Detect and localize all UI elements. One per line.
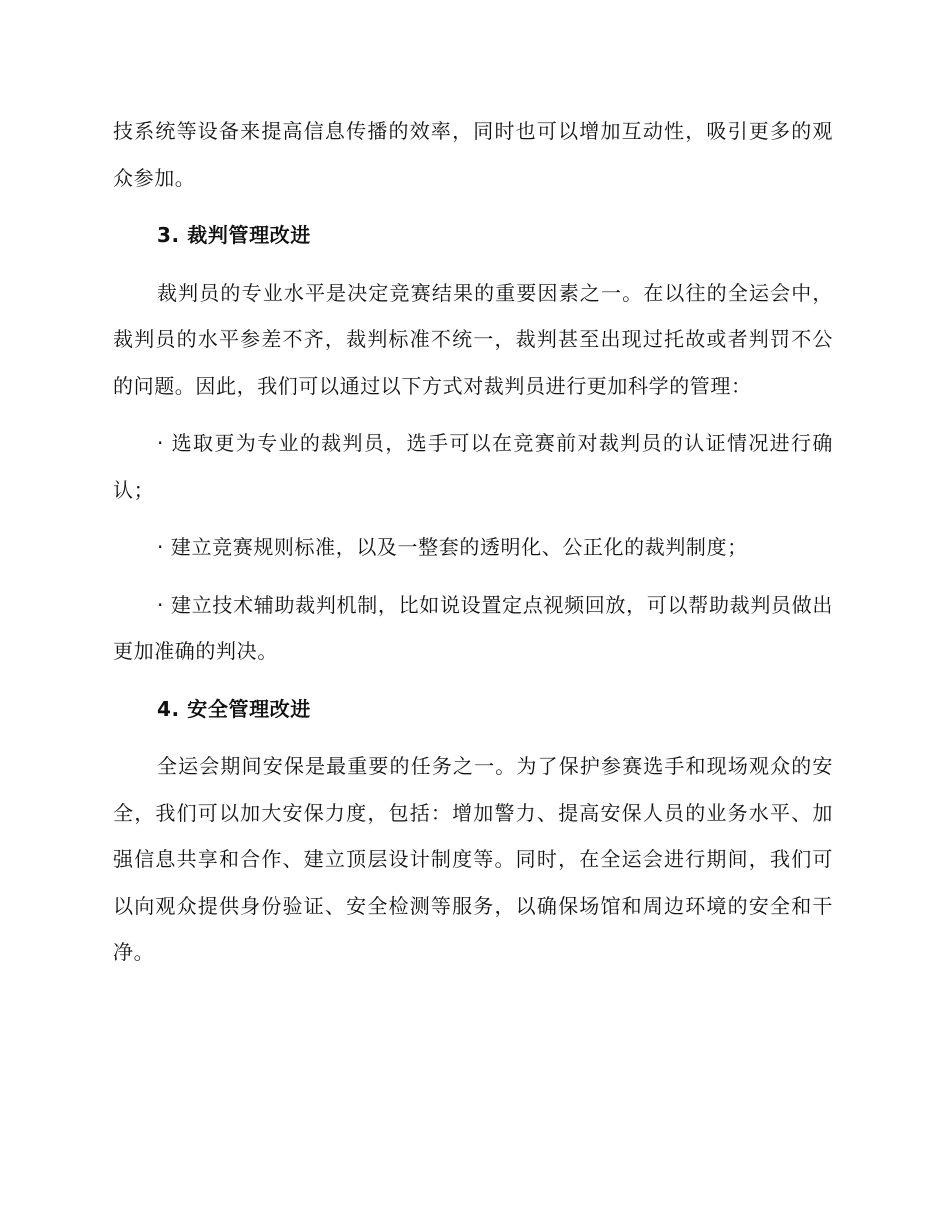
section-heading-security-management: 4. 安全管理改进 <box>157 696 311 721</box>
bullet-item-rule-standards: · 建立竞赛规则标准，以及一整套的透明化、公正化的裁判制度； <box>157 535 748 559</box>
paragraph-security-management: 全运会期间安保是最重要的任务之一。为了保护参赛选手和现场观众的安全，我们可以加大安保力度，包括：增加警力、提高安保人员的业务水平、加强信息共享和合作、建立顶层设计制度等。同时，在全运会进行期间，我们可以向观众提供身份验证、安全检测等服务，以确保场馆和周边环境的安全和干净。 <box>113 754 833 964</box>
paragraph-continuation: 技系统等设备来提高信息传播的效率，同时也可以增加互动性，吸引更多的观众参加。 <box>113 119 833 190</box>
section-heading-referee-management: 3. 裁判管理改进 <box>157 223 311 247</box>
paragraph-referee-management: 裁判员的专业水平是决定竞赛结果的重要因素之一。在以往的全运会中，裁判员的水平参差不齐，裁判标准不统一，裁判甚至出现过托故或者判罚不公的问题。因此，我们可以通过以下方式对裁判员进行更加科学的管理： <box>113 280 833 398</box>
document-body <box>113 108 833 987</box>
bullet-item-professional-referees: · 选取更为专业的裁判员，选手可以在竞赛前对裁判员的认证情况进行确认； <box>113 431 833 502</box>
bullet-item-tech-assisted-refereeing: · 建立技术辅助裁判机制，比如说设置定点视频回放，可以帮助裁判员做出更加准确的判决。 <box>113 592 833 663</box>
